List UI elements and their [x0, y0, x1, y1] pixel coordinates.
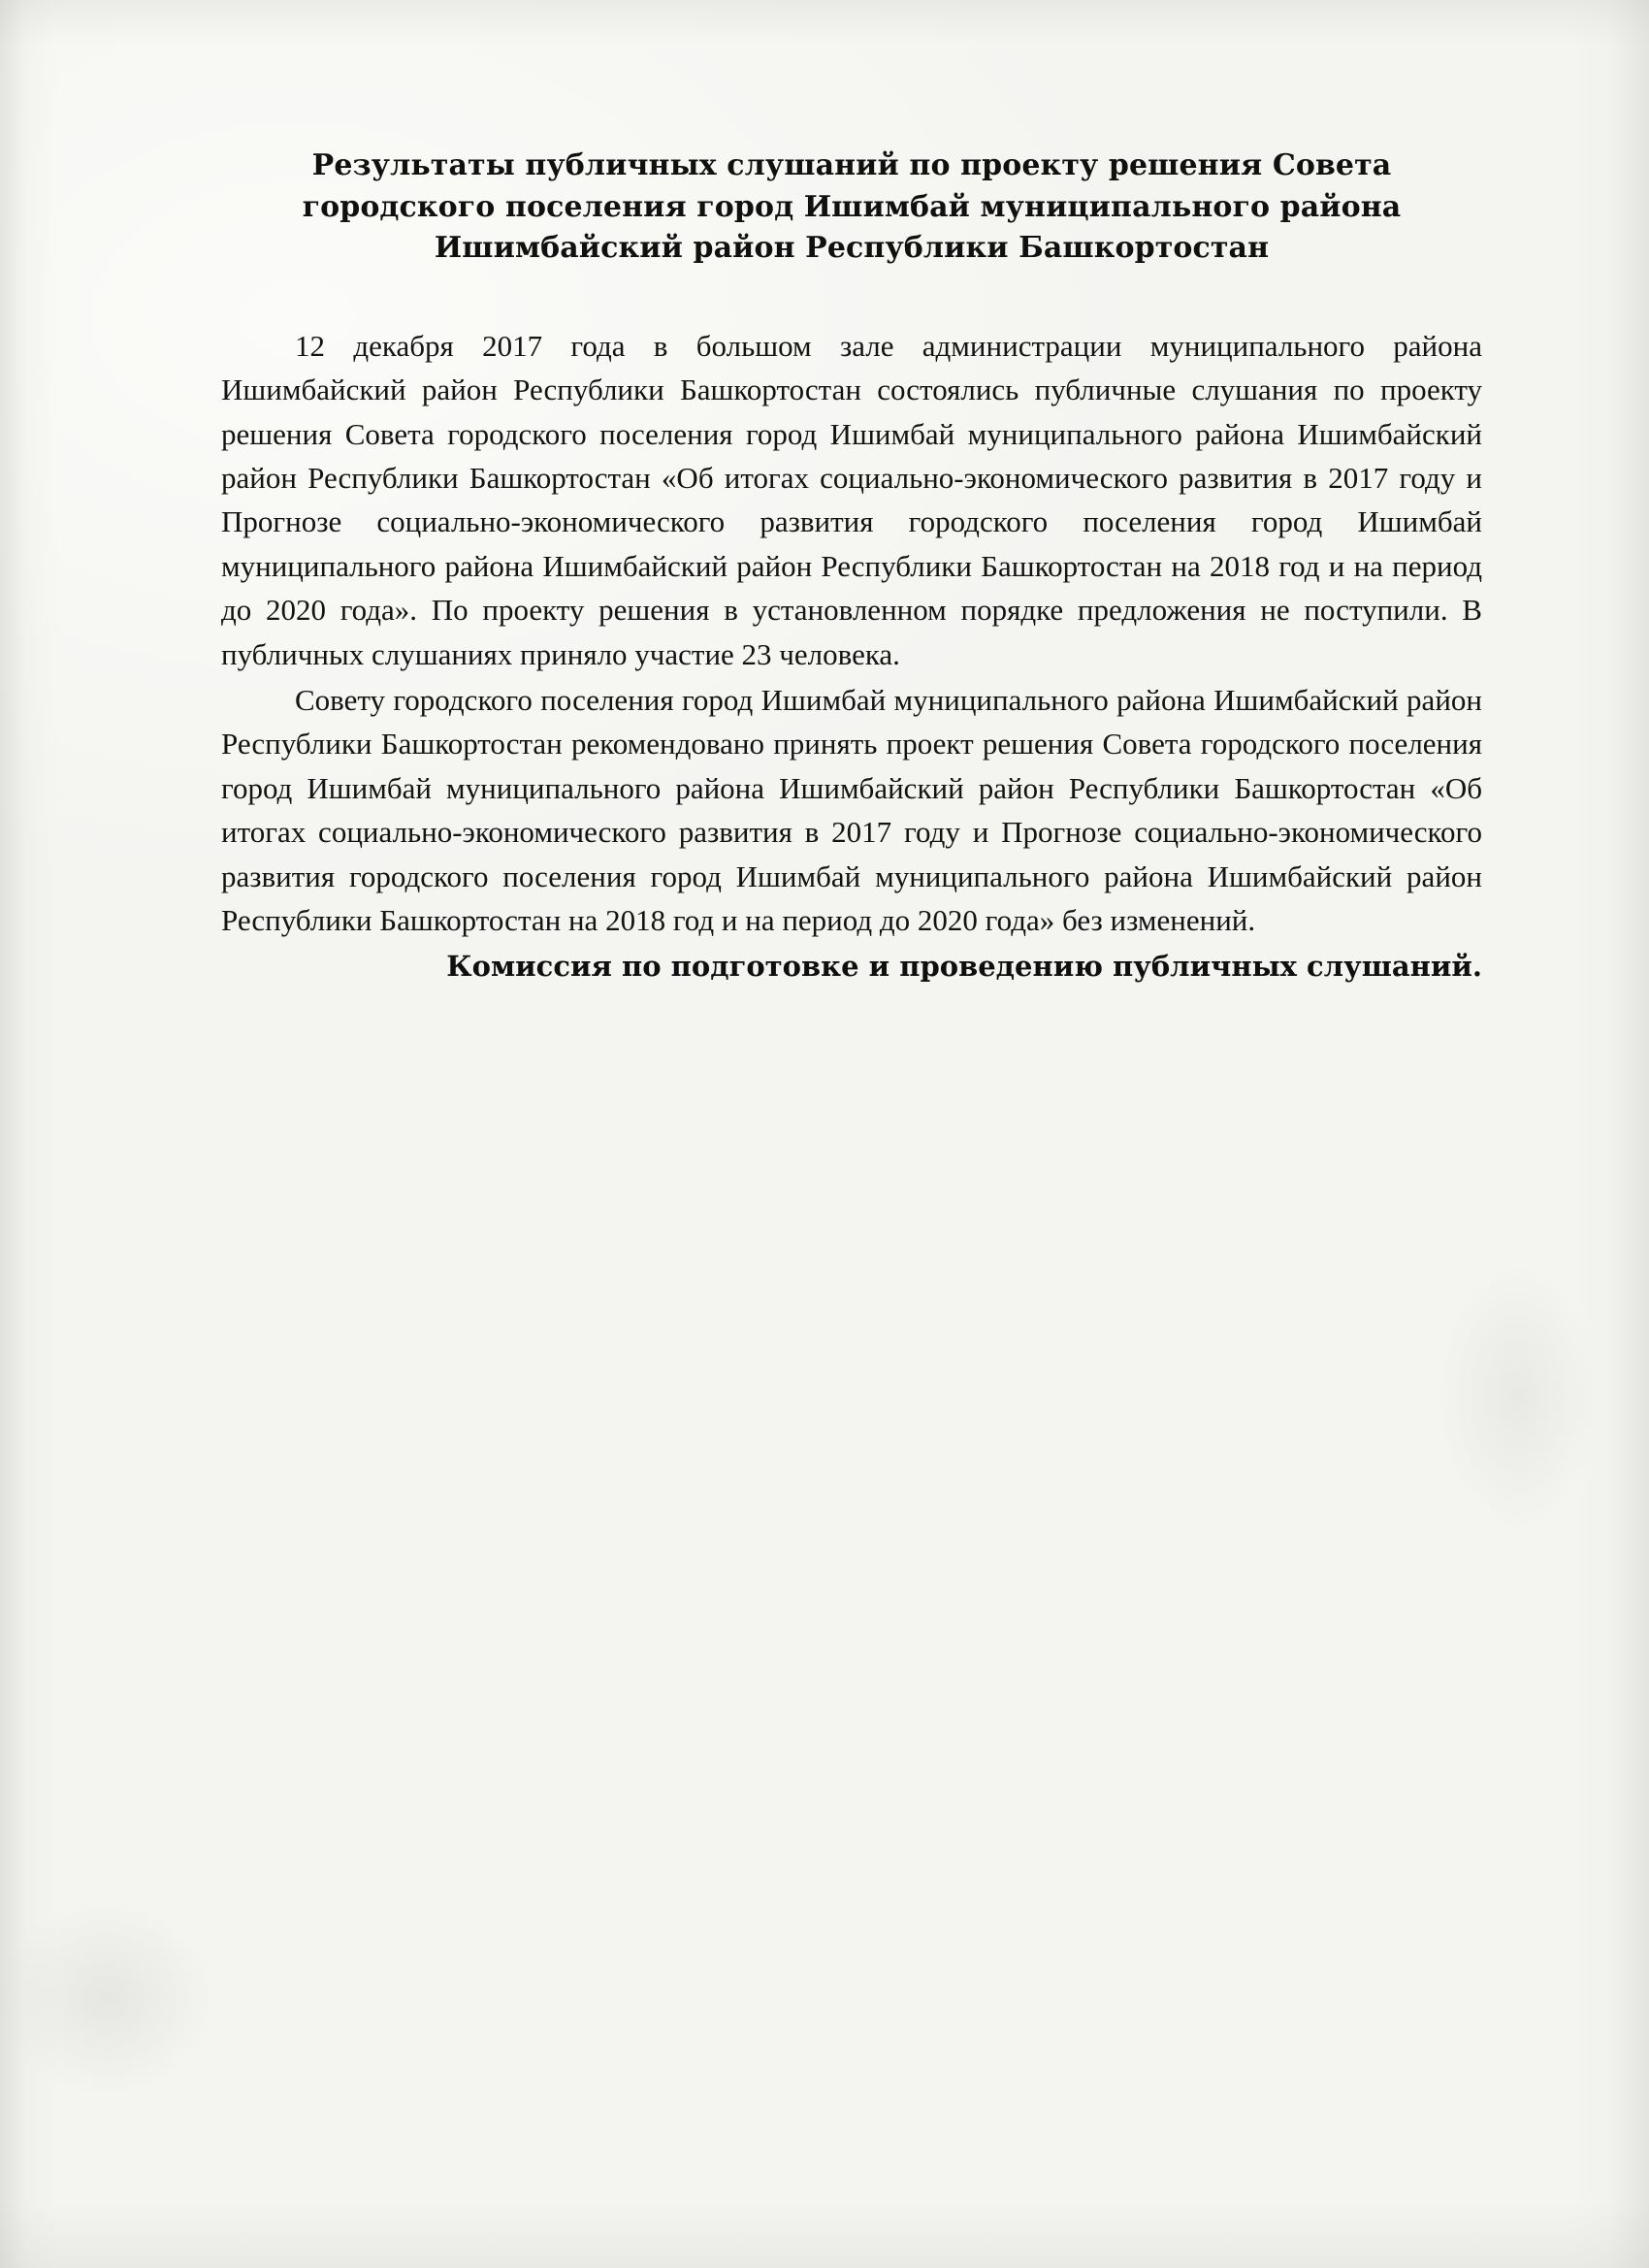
document-title: Результаты публичных слушаний по проекту решения Совета городского поселения город Ишимбай муниципального района Ишимбайский район Республики Башкортостан: [302, 148, 1402, 266]
scan-shadow-right: [1571, 0, 1649, 2268]
scan-shadow-top: [0, 0, 1649, 45]
document-closing-signature: Комиссия по подготовке и проведению публичных слушаний.: [446, 950, 1482, 984]
scan-shadow-bottom: [0, 2200, 1649, 2268]
document-body: [221, 146, 1482, 988]
paragraph-1: 12 декабря 2017 года в большом зале администрации муниципального района Ишимбайский район Республики Башкортостан состоялись публичные слушания по проекту решения Совета городского поселения город Ишимбай муниципального района Ишимбайский район Республики Башкортостан «Об итогах социально-экономического развития в 2017 году и Прогнозе социально-экономического развития городского поселения город Ишимбай муниципального района Ишимбайский район Республики Башкортостан на 2018 год и на период до 2020 года». По проекту решения в установленном порядке предложения не поступили. В публичных слушаниях приняло участие 23 человека.: [221, 328, 1482, 671]
scan-smudge: [0, 1901, 213, 2095]
scan-smudge: [1436, 1261, 1600, 1533]
scan-shadow-left: [0, 0, 58, 2268]
paragraph-2: Совету городского поселения город Ишимбай муниципального района Ишимбайский район Республики Башкортостан рекомендовано принять проект решения Совета городского поселения город Ишимбай муниципального района Ишимбайский район Республики Башкортостан «Об итогах социально-экономического развития в 2017 году и Прогнозе социально-экономического развития городского поселения город Ишимбай муниципального района Ишимбайский район Республики Башкортостан на 2018 год и на период до 2020 года» без изменений.: [221, 683, 1482, 938]
